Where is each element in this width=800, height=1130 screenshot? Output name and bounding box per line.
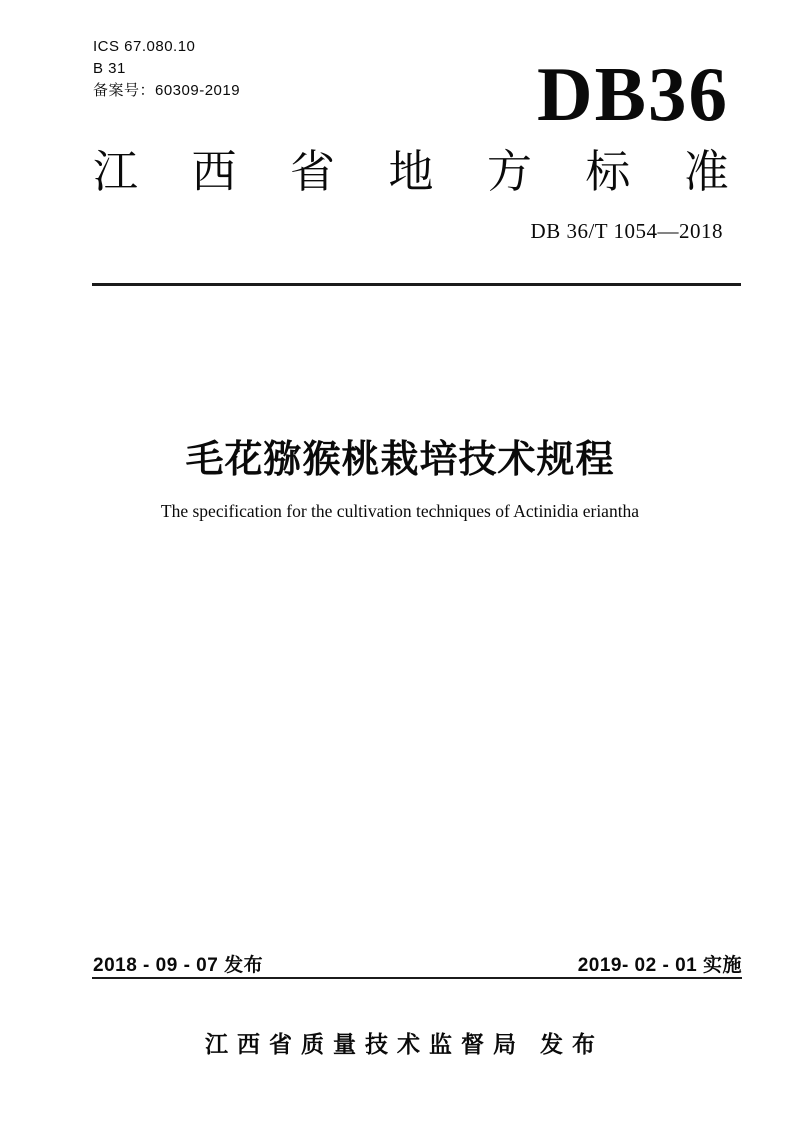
meta-block	[93, 36, 240, 102]
document-title-en: The specification for the cultivation techniques of Actinidia eriantha	[160, 501, 640, 521]
standard-type-char: 西	[191, 146, 237, 197]
issue-date: 2018 - 09 - 07 发布	[93, 955, 264, 976]
header-rule	[92, 283, 741, 286]
standard-number: DB 36/T 1054—2018	[530, 219, 723, 243]
classification-code: B 31	[93, 60, 126, 77]
implementation-date: 2019- 02 - 01 实施	[577, 955, 742, 976]
standard-type-title	[93, 147, 729, 197]
standard-type-char: 方	[486, 146, 532, 197]
standard-type-char: 准	[683, 146, 729, 197]
standard-type-char: 地	[388, 146, 434, 197]
standard-type-char: 江	[93, 146, 139, 197]
dates-row	[93, 950, 742, 977]
document-title-zh: 毛花猕猴桃栽培技术规程	[185, 439, 615, 481]
footer-rule	[92, 977, 742, 979]
ics-code: ICS 67.080.10	[93, 38, 196, 55]
publisher-name: 江西省质量技术监督局	[205, 1031, 525, 1057]
db36-logo: DB36	[537, 51, 729, 137]
standard-type-char: 标	[585, 146, 631, 197]
standard-type-char: 省	[289, 146, 335, 197]
publisher-row	[0, 1026, 800, 1059]
record-number: 备案号：60309-2019	[93, 82, 241, 99]
publish-label: 发布	[540, 1031, 604, 1057]
